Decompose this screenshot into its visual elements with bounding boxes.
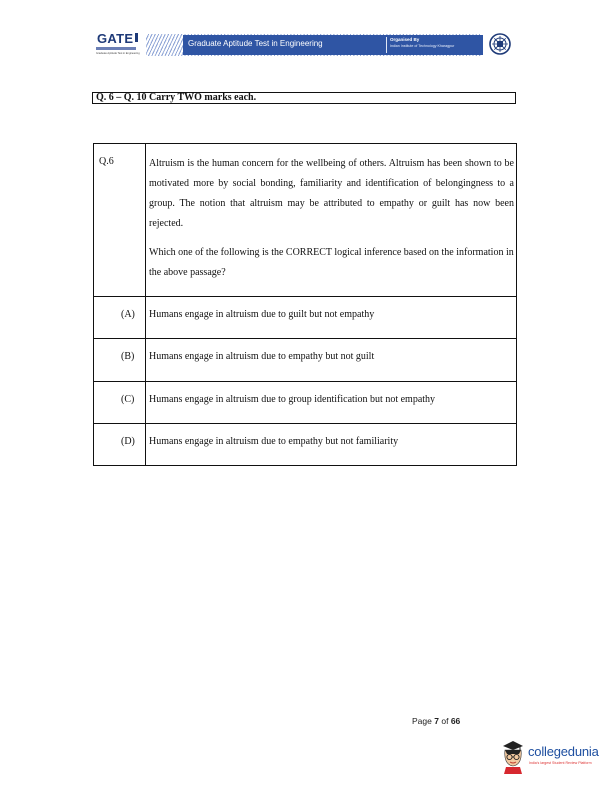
question-number: Q.6 (99, 156, 114, 167)
option-b-text: Humans engage in altruism due to empathy but not guilt (149, 351, 375, 362)
section-heading: Q. 6 – Q. 10 Carry TWO marks each. (96, 92, 257, 103)
banner-title: Graduate Aptitude Test in Engineering (188, 39, 323, 48)
page-of: of (441, 716, 449, 726)
section-heading-box (92, 92, 516, 104)
question-table (93, 143, 517, 466)
organiser-name: Indian Institute of Technology Kharagpur (390, 44, 455, 48)
page-number (412, 716, 460, 726)
gate-logo-rule (96, 47, 136, 50)
page-total: 66 (450, 716, 461, 726)
iit-emblem-icon (488, 32, 512, 56)
collegedunia-tagline: India's largest Student Review Platform (529, 761, 592, 765)
table-row-divider (94, 381, 516, 382)
option-d-label: (D) (121, 436, 135, 447)
table-row-divider (94, 423, 516, 424)
banner-divider (386, 37, 387, 53)
gate-logo-text: GATE (97, 31, 134, 46)
question-prompt: Which one of the following is the CORRECT logical inference based on the information in the above passage? (149, 247, 514, 278)
page-current: 7 (434, 716, 439, 726)
organised-by-label: Organised By (390, 37, 420, 42)
header-banner (146, 34, 482, 56)
table-row-divider (94, 296, 516, 297)
option-a-label: (A) (121, 309, 135, 320)
option-c-text: Humans engage in altruism due to group identification but not empathy (149, 394, 436, 405)
collegedunia-logo (500, 738, 604, 778)
option-a-text: Humans engage in altruism due to guilt but not empathy (149, 309, 375, 320)
gate-logo-tagline: Graduate Aptitude Test in Engineering (96, 52, 140, 55)
option-b-label: (B) (121, 351, 135, 362)
gate-logo (94, 30, 142, 58)
table-row-divider (94, 338, 516, 339)
question-stem: Altruism is the human concern for the wellbeing of others. Altruism has been shown to be motivated more by social bonding, familiarity and identification of belongingness to a group. The notion that altruism may be attributed to empathy or guilt has now been rejected. (149, 158, 514, 229)
page-prefix: Page (412, 716, 432, 726)
collegedunia-wordmark: collegedunia (528, 744, 599, 759)
gate-logo-mark (135, 33, 138, 42)
option-c-label: (C) (121, 394, 135, 405)
option-d-text: Humans engage in altruism due to empathy but not familiarity (149, 436, 399, 447)
student-mascot-icon (500, 738, 526, 774)
document-header (94, 30, 518, 58)
table-column-divider (145, 144, 146, 465)
